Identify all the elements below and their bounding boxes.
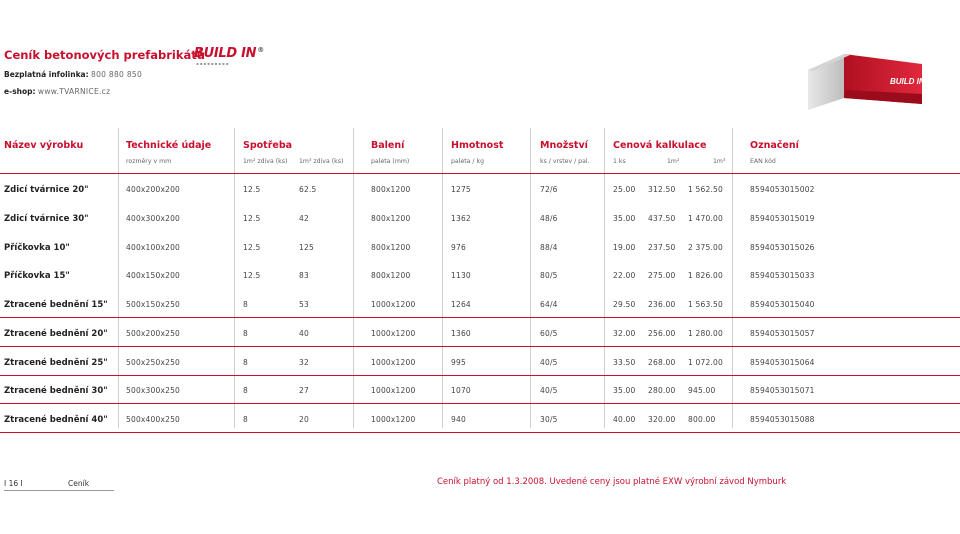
quantity: 30/5	[540, 415, 558, 424]
price-per-piece: 35.00	[613, 214, 636, 223]
column-header-hmotnost: Hmotnost	[451, 140, 504, 151]
pallet-size: 800x1200	[371, 243, 411, 252]
dimensions: 400x100x200	[126, 243, 181, 252]
subheader-m3: 1m³	[713, 158, 726, 165]
price-per-piece: 19.00	[613, 243, 636, 252]
product-name: Zdicí tvárnice 20"	[4, 185, 89, 195]
brand-logo	[194, 46, 264, 61]
dimensions: 500x300x250	[126, 386, 181, 395]
price-per-m3: 1 072.00	[688, 358, 723, 367]
pallet-size: 1000x1200	[371, 358, 416, 367]
page-title: Ceník betonových prefabrikátů	[4, 48, 205, 62]
logo-registered: ®	[257, 46, 264, 54]
validity-note: Ceník platný od 1.3.2008. Uvedené ceny jsou platné EXW výrobní závod Nymburk	[437, 477, 787, 487]
dimensions: 500x250x250	[126, 358, 181, 367]
product-name: Ztracené bednění 20"	[4, 329, 108, 339]
price-per-piece: 32.00	[613, 329, 636, 338]
ean-code: 8594053015064	[750, 358, 815, 367]
infolinka	[4, 70, 142, 79]
price-per-piece: 35.00	[613, 386, 636, 395]
price-per-m2: 312.50	[648, 185, 676, 194]
dimensions: 400x300x200	[126, 214, 181, 223]
subheader-ean: EAN kód	[750, 158, 776, 165]
section-name: Ceník	[68, 479, 90, 488]
ean-code: 8594053015057	[750, 329, 815, 338]
pallet-weight: 1130	[451, 271, 471, 280]
pallet-weight: 1264	[451, 300, 471, 309]
infolinka-value: 800 880 850	[91, 70, 143, 79]
consumption-m2: 12.5	[243, 185, 261, 194]
product-name: Ztracené bednění 15"	[4, 300, 108, 310]
pallet-weight: 1070	[451, 386, 471, 395]
subheader-zdiva-ks2: 1m³ zdiva (ks)	[299, 158, 344, 165]
row-divider	[0, 403, 960, 404]
row-divider	[0, 375, 960, 376]
dimensions: 500x150x250	[126, 300, 181, 309]
price-per-m3: 1 826.00	[688, 271, 723, 280]
pallet-weight: 1360	[451, 329, 471, 338]
pallet-size: 800x1200	[371, 271, 411, 280]
eshop	[4, 87, 110, 96]
quantity: 40/5	[540, 386, 558, 395]
quantity: 40/5	[540, 358, 558, 367]
dimensions: 400x150x200	[126, 271, 181, 280]
consumption-m2: 8	[243, 358, 248, 367]
eshop-link[interactable]: www.TVARNICE.cz	[37, 87, 111, 96]
subheader-zdiva-ks: 1m² zdiva (ks)	[243, 158, 288, 165]
quantity: 72/6	[540, 185, 558, 194]
quantity: 88/4	[540, 243, 558, 252]
page-number: I 16 I	[4, 479, 23, 488]
consumption-m3: 27	[299, 386, 309, 395]
consumption-m3: 20	[299, 415, 309, 424]
price-per-m3: 1 470.00	[688, 214, 723, 223]
subheader-paleta-kg: paleta / kg	[451, 158, 484, 165]
pallet-weight: 976	[451, 243, 466, 252]
row-divider	[0, 317, 960, 318]
product-name: Příčkovka 15"	[4, 271, 70, 281]
price-per-m2: 275.00	[648, 271, 676, 280]
consumption-m2: 8	[243, 329, 248, 338]
row-divider	[0, 432, 960, 433]
consumption-m2: 12.5	[243, 214, 261, 223]
column-header-name: Název výrobku	[4, 140, 84, 151]
quantity: 60/5	[540, 329, 558, 338]
pallet-weight: 940	[451, 415, 466, 424]
price-per-piece: 22.00	[613, 271, 636, 280]
column-header-cena: Cenová kalkulace	[613, 140, 707, 151]
price-per-m2: 280.00	[648, 386, 676, 395]
dimensions: 500x400x250	[126, 415, 181, 424]
svg-text:BUILD IN: BUILD IN	[890, 77, 925, 86]
concrete-block-icon	[806, 50, 926, 112]
consumption-m3: 125	[299, 243, 314, 252]
price-per-m3: 800.00	[688, 415, 716, 424]
dimensions: 500x200x250	[126, 329, 181, 338]
quantity: 64/4	[540, 300, 558, 309]
column-header-mnozstvi: Množství	[540, 140, 588, 151]
price-per-m2: 236.00	[648, 300, 676, 309]
pallet-size: 1000x1200	[371, 415, 416, 424]
consumption-m3: 42	[299, 214, 309, 223]
consumption-m3: 83	[299, 271, 309, 280]
column-header-oznaceni: Označení	[750, 140, 799, 151]
pallet-size: 800x1200	[371, 185, 411, 194]
logo-text: BUILD IN	[194, 46, 257, 61]
price-per-piece: 29.50	[613, 300, 636, 309]
price-per-piece: 40.00	[613, 415, 636, 424]
ean-code: 8594053015019	[750, 214, 815, 223]
ean-code: 8594053015071	[750, 386, 815, 395]
pallet-size: 800x1200	[371, 214, 411, 223]
logo-tagline: ▪▪▪▪▪▪▪▪▪	[196, 61, 230, 66]
consumption-m3: 32	[299, 358, 309, 367]
product-name: Příčkovka 10"	[4, 243, 70, 253]
subheader-paleta-mm: paleta (mm)	[371, 158, 410, 165]
subheader-m2: 1m²	[667, 158, 680, 165]
product-name: Ztracené bednění 30"	[4, 386, 108, 396]
price-per-piece: 25.00	[613, 185, 636, 194]
product-name: Zdicí tvárnice 30"	[4, 214, 89, 224]
subheader-ks: 1 ks	[613, 158, 626, 165]
column-header-spotreba: Spotřeba	[243, 140, 293, 151]
price-per-m2: 237.50	[648, 243, 676, 252]
dimensions: 400x200x200	[126, 185, 181, 194]
subheader-vrstev: ks / vrstev / pal.	[540, 158, 590, 165]
eshop-label: e-shop:	[4, 87, 36, 96]
price-per-m3: 2 375.00	[688, 243, 723, 252]
infolinka-label: Bezplatná infolinka:	[4, 70, 89, 79]
price-per-m3: 1 563.50	[688, 300, 723, 309]
quantity: 48/6	[540, 214, 558, 223]
pallet-size: 1000x1200	[371, 386, 416, 395]
price-per-m3: 1 280.00	[688, 329, 723, 338]
price-per-m2: 320.00	[648, 415, 676, 424]
consumption-m3: 40	[299, 329, 309, 338]
pallet-size: 1000x1200	[371, 329, 416, 338]
ean-code: 8594053015040	[750, 300, 815, 309]
consumption-m2: 8	[243, 415, 248, 424]
product-name: Ztracené bednění 40"	[4, 415, 108, 425]
ean-code: 8594053015033	[750, 271, 815, 280]
quantity: 80/5	[540, 271, 558, 280]
column-header-tech: Technické údaje	[126, 140, 212, 151]
ean-code: 8594053015026	[750, 243, 815, 252]
pallet-weight: 1362	[451, 214, 471, 223]
product-name: Ztracené bednění 25"	[4, 358, 108, 368]
consumption-m2: 8	[243, 300, 248, 309]
pallet-size: 1000x1200	[371, 300, 416, 309]
ean-code: 8594053015088	[750, 415, 815, 424]
column-header-baleni: Balení	[371, 140, 405, 151]
row-divider	[0, 346, 960, 347]
consumption-m3: 53	[299, 300, 309, 309]
price-per-m2: 268.00	[648, 358, 676, 367]
footer-rule	[4, 490, 114, 491]
pallet-weight: 1275	[451, 185, 471, 194]
pallet-weight: 995	[451, 358, 466, 367]
price-per-m2: 256.00	[648, 329, 676, 338]
consumption-m3: 62.5	[299, 185, 317, 194]
consumption-m2: 8	[243, 386, 248, 395]
ean-code: 8594053015002	[750, 185, 815, 194]
price-per-m2: 437.50	[648, 214, 676, 223]
subheader-rozmery: rozměry v mm	[126, 158, 172, 165]
header-divider	[0, 173, 960, 174]
price-per-m3: 945.00	[688, 386, 716, 395]
consumption-m2: 12.5	[243, 243, 261, 252]
price-per-piece: 33.50	[613, 358, 636, 367]
price-per-m3: 1 562.50	[688, 185, 723, 194]
consumption-m2: 12.5	[243, 271, 261, 280]
